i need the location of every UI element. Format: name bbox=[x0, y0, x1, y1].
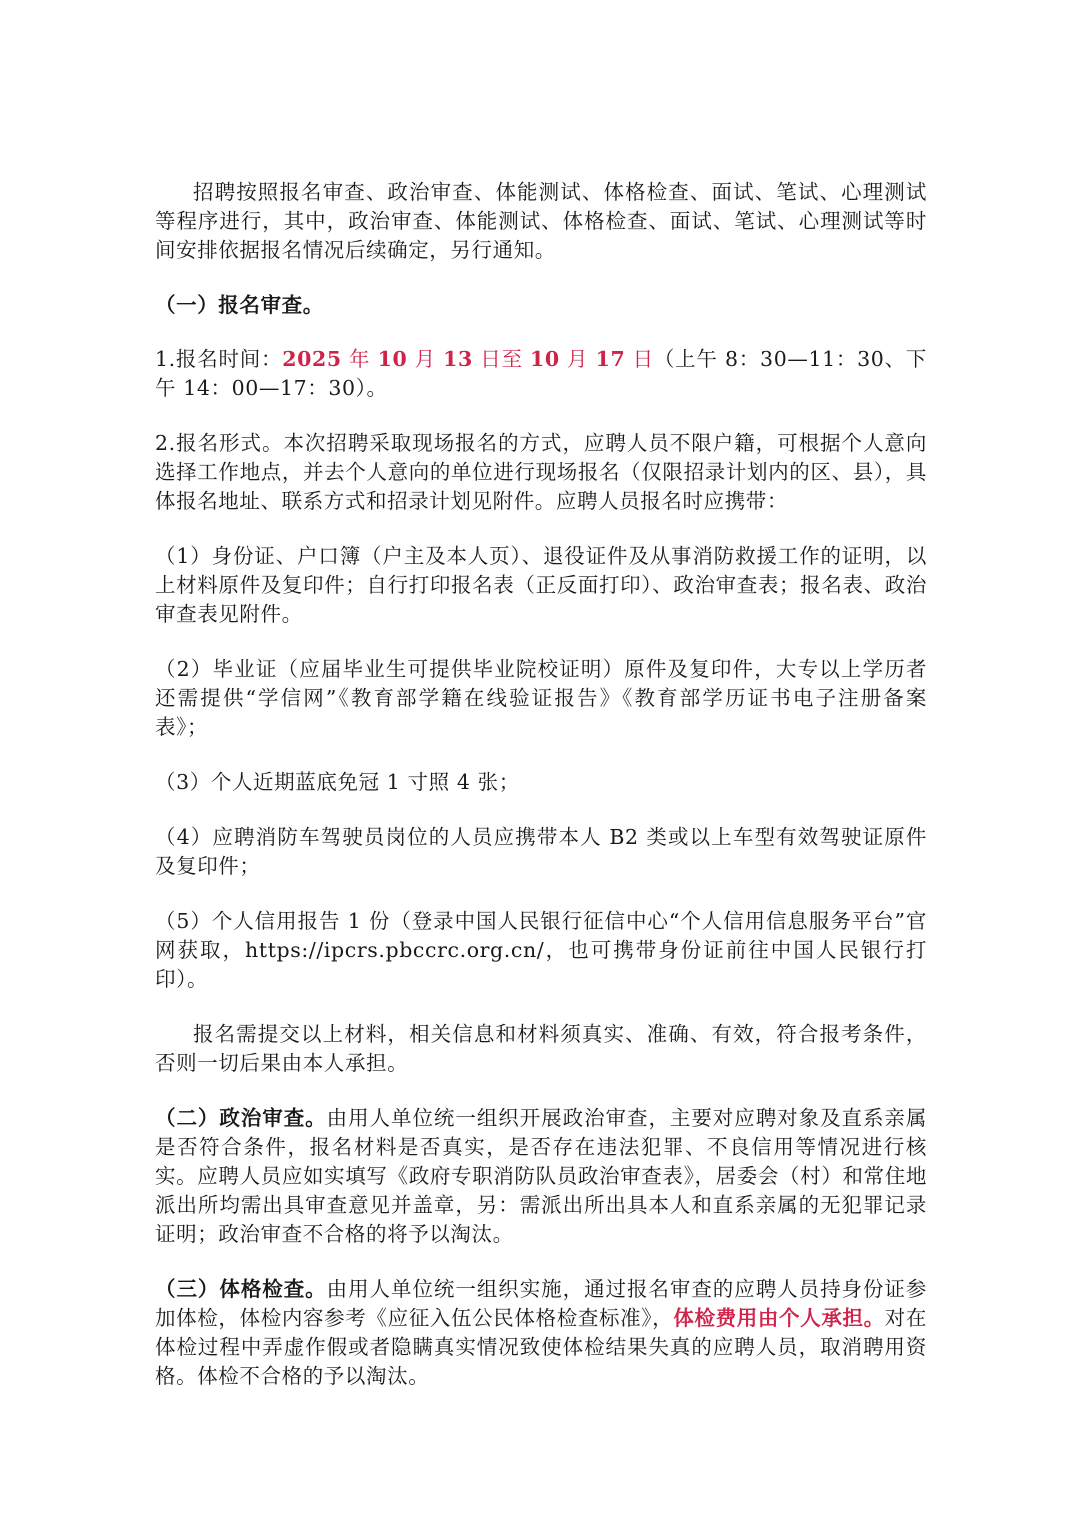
materials-note: 报名需提交以上材料，相关信息和材料须真实、准确、有效，符合报考条件，否则一切后果由本人承担。 bbox=[155, 1022, 927, 1075]
required-item-5: （5）个人信用报告 1 份（登录中国人民银行征信中心“个人信用信息服务平台”官网获取，https://ipcrs.pbccrc.org.cn/，也可携带身份证前往中国人民银行打印）。 bbox=[155, 909, 927, 991]
required-item-1: （1）身份证、户口簿（户主及本人页）、退役证件及从事消防救援工作的证明，以上材料原件及复印件；自行打印报名表（正反面打印）、政治审查表；报名表、政治审查表见附件。 bbox=[155, 544, 927, 626]
document-body bbox=[155, 178, 927, 1417]
medical-fee-highlight: 体检费用由个人承担。 bbox=[673, 1306, 885, 1330]
registration-hours: （上午 8：30—11：30、下午 14：00—17：30）。 bbox=[155, 347, 927, 400]
section-3-paragraph bbox=[155, 1275, 927, 1391]
date-end-month: 10 bbox=[530, 347, 560, 371]
intro-paragraph: 招聘按照报名审查、政治审查、体能测试、体格检查、面试、笔试、心理测试等程序进行，其中，政治审查、体能测试、体格检查、面试、笔试、心理测试等时间安排依据报名情况后续确定，另行通知。 bbox=[155, 180, 927, 262]
date-year-unit: 年 bbox=[341, 347, 378, 371]
date-start-day: 13 bbox=[443, 347, 473, 371]
required-item-3: （3）个人近期蓝底免冠 1 寸照 4 张； bbox=[155, 770, 520, 794]
section-3-body-part1: 由用人单位统一组织实施，通过报名审查的应聘人员持身份证参加体检，体检内容参考《应征入伍公民体格检查标准》， bbox=[155, 1277, 927, 1330]
registration-time-label: 1.报名时间： bbox=[155, 347, 283, 371]
date-end-day: 17 bbox=[595, 347, 626, 371]
date-end-month-unit: 月 bbox=[559, 347, 596, 371]
section-2-body: 由用人单位统一组织开展政治审查，主要对应聘对象及直系亲属是否符合条件，报名材料是否真实，是否存在违法犯罪、不良信用等情况进行核实。应聘人员应如实填写《政府专职消防队员政治审查表》，居委会（村）和常住地派出所均需出具审查意见并盖章，另：需派出所出具本人和直系亲属的无犯罪记录证明；政治审查不合格的将予以淘汰。 bbox=[155, 1106, 927, 1246]
section-3-body-part2: 对在体检过程中弄虚作假或者隐瞒真实情况致使体检结果失真的应聘人员，取消聘用资格。体检不合格的予以淘汰。 bbox=[155, 1306, 928, 1388]
date-end-day-unit: 日 bbox=[625, 347, 654, 371]
date-start-month-unit: 月 bbox=[407, 347, 444, 371]
section-3-heading: （三）体格检查。 bbox=[155, 1277, 327, 1301]
required-item-4: （4）应聘消防车驾驶员岗位的人员应携带本人 B2 类或以上车型有效驾驶证原件及复印件； bbox=[155, 825, 927, 878]
date-start-day-unit: 日至 bbox=[472, 347, 531, 371]
section-1-heading: （一）报名审查。 bbox=[155, 293, 324, 317]
required-item-2: （2）毕业证（应届毕业生可提供毕业院校证明）原件及复印件，大专以上学历者还需提供“学信网”《教育部学籍在线验证报告》《教育部学历证书电子注册备案表》； bbox=[155, 657, 927, 739]
date-start-month: 10 bbox=[377, 347, 408, 371]
registration-time-paragraph bbox=[155, 345, 927, 403]
section-2-heading: （二）政治审查。 bbox=[155, 1106, 327, 1130]
section-2-paragraph bbox=[155, 1104, 927, 1249]
date-year: 2025 bbox=[282, 347, 342, 371]
registration-form-paragraph: 2.报名形式。本次招聘采取现场报名的方式，应聘人员不限户籍，可根据个人意向选择工作地点，并去个人意向的单位进行现场报名（仅限招录计划内的区、县），具体报名地址、联系方式和招录计划见附件。应聘人员报名时应携带： bbox=[155, 431, 927, 513]
